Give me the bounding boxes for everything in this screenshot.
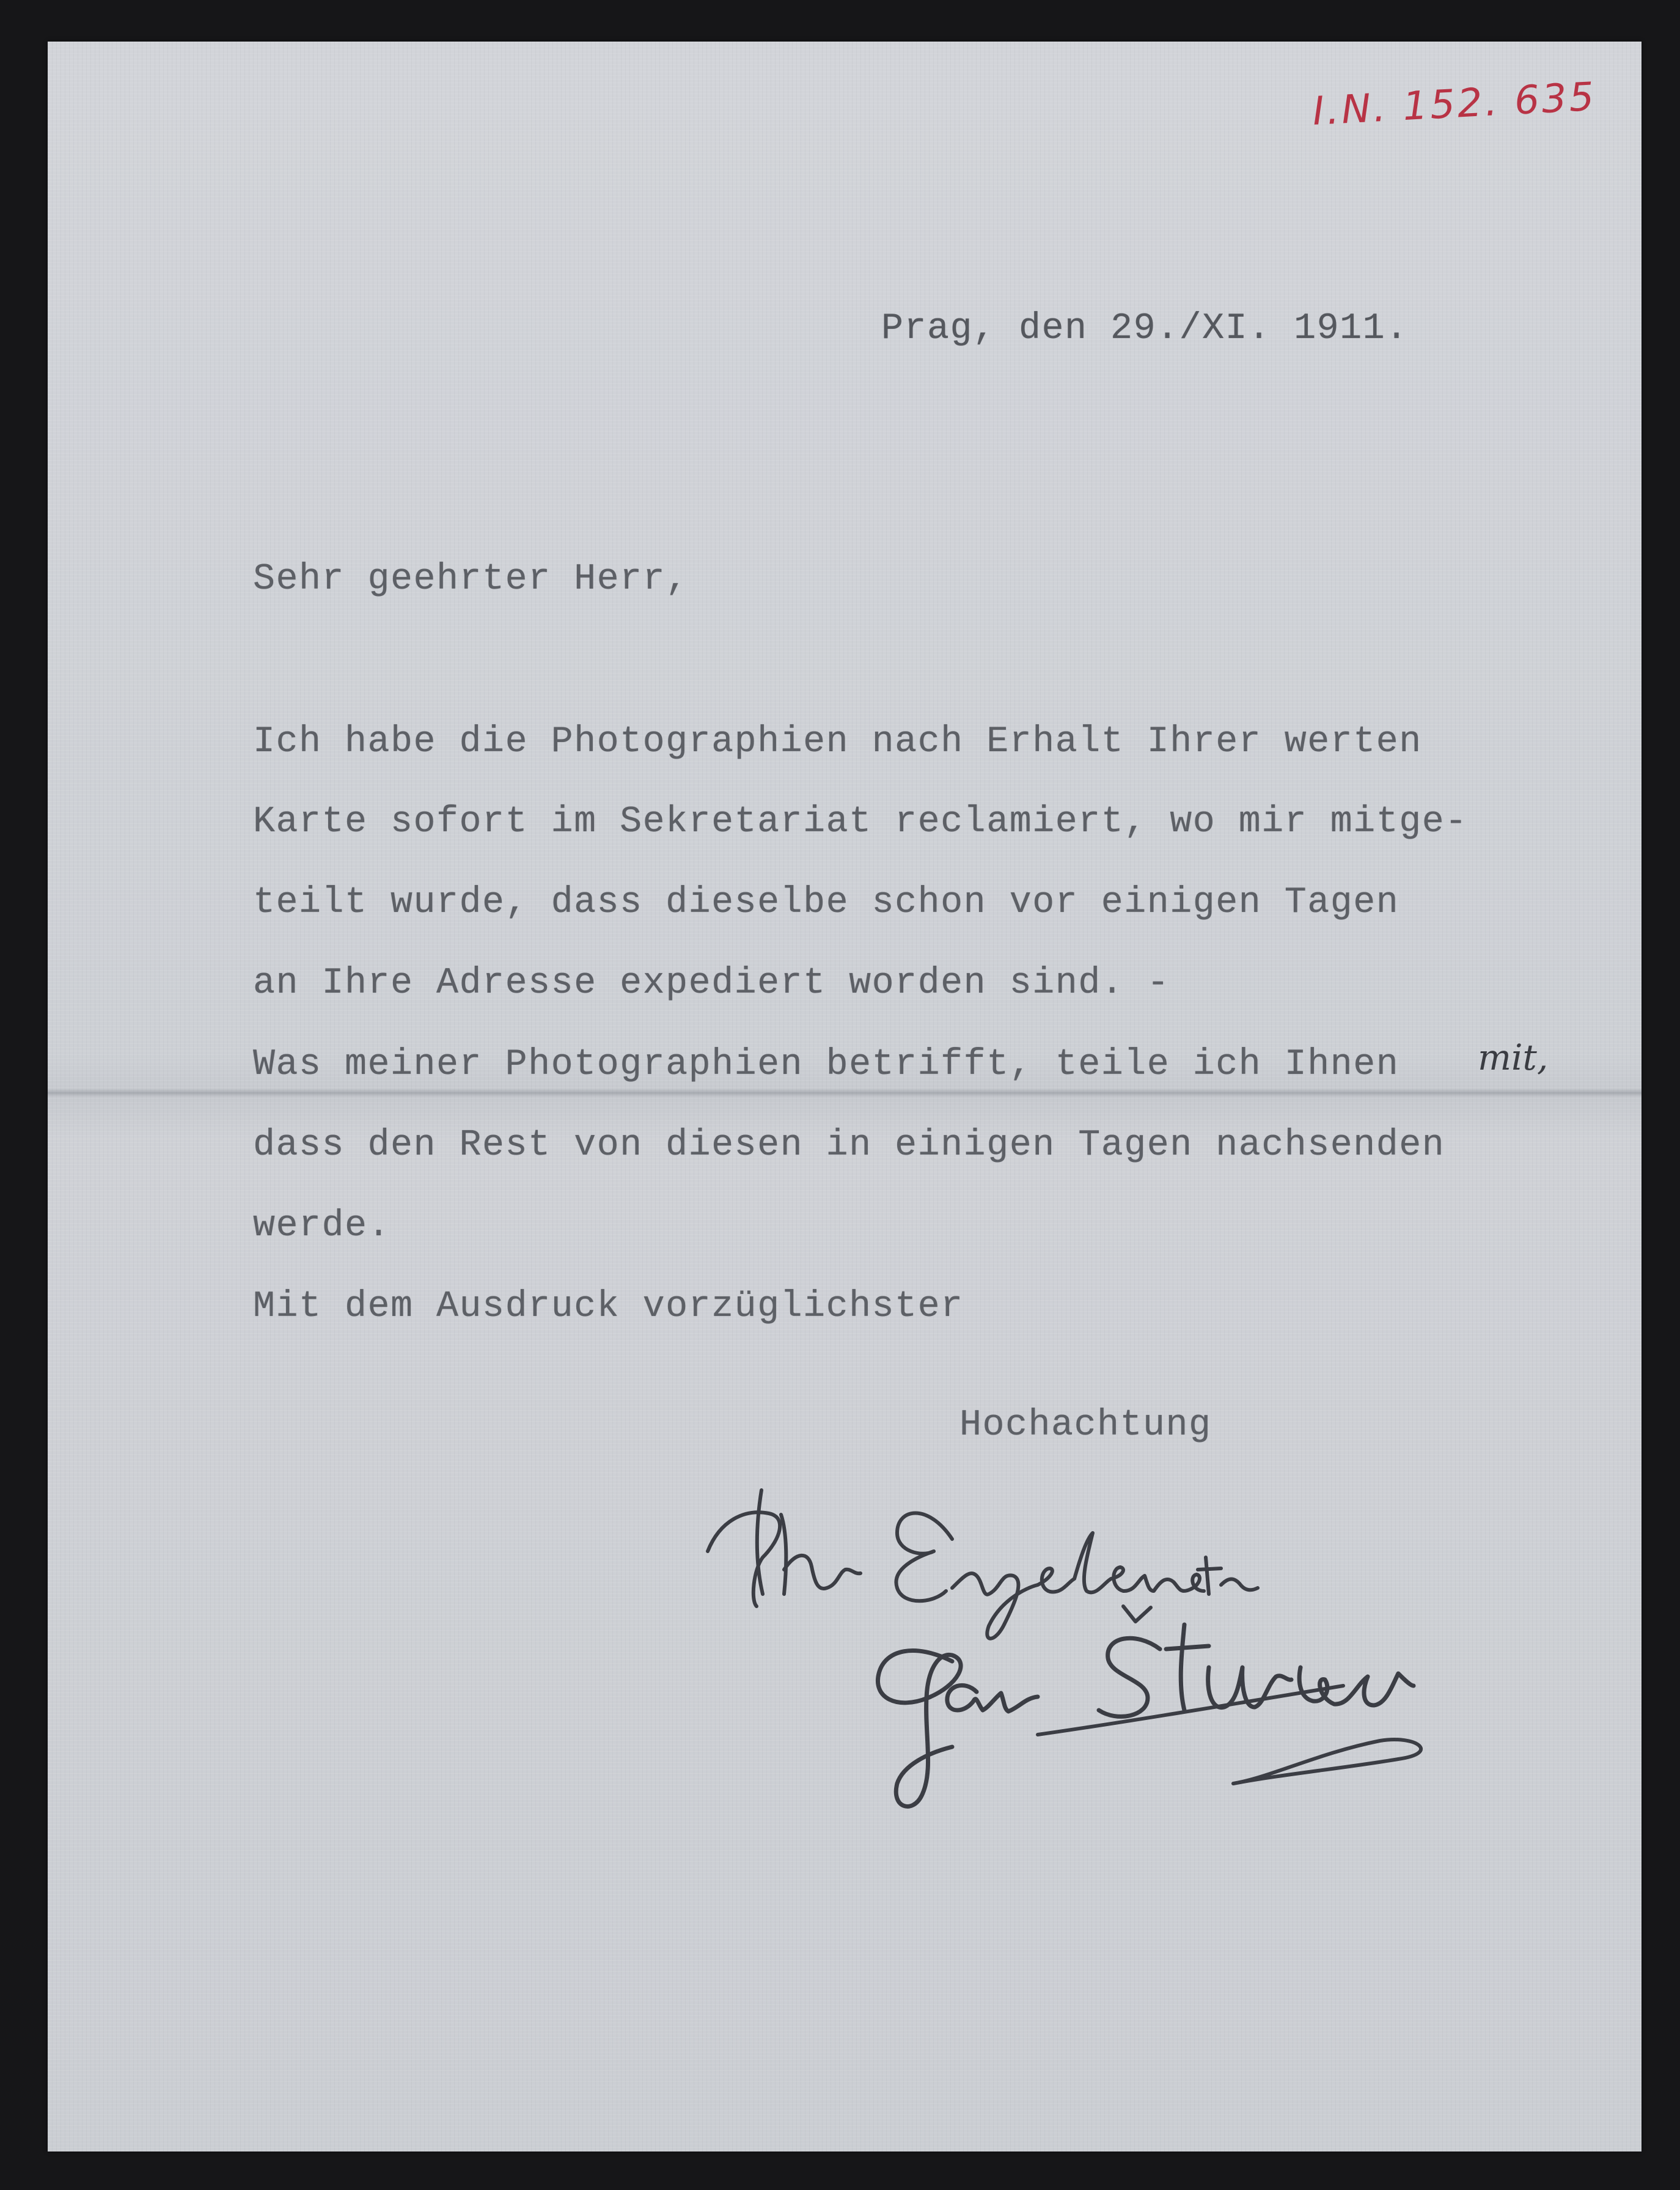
archive-number: I.N. 152. 635 (1311, 74, 1598, 134)
paper-fold-line (48, 1089, 1641, 1097)
letter-sheet (48, 42, 1641, 2151)
body-line: Ich habe die Photographien nach Erhalt Ihrer werten (253, 721, 1422, 763)
closing-hochachtung: Hochachtung (959, 1405, 1212, 1446)
signature-ihr-ergebenster (708, 1490, 1258, 1639)
dateline: Prag, den 29./XI. 1911. (881, 308, 1409, 350)
signature-jan-stursa (878, 1606, 1421, 1806)
body-line: Karte sofort im Sekretariat reclamiert, wo mir mitge- (253, 801, 1468, 843)
handwritten-insert: mit, (1478, 1037, 1549, 1078)
body-line: teilt wurde, dass dieselbe schon vor einigen Tagen (253, 882, 1399, 924)
handwritten-signature (695, 1466, 1600, 1845)
body-line: dass den Rest von diesen in einigen Tagen nachsenden (253, 1125, 1445, 1166)
closing-line: Mit dem Ausdruck vorzüglichster (253, 1286, 964, 1328)
salutation: Sehr geehrter Herr, (253, 559, 689, 600)
body-line: Was meiner Photographien betrifft, teile ich Ihnen (253, 1044, 1399, 1086)
body-line: werde. (253, 1205, 391, 1247)
body-line: an Ihre Adresse expediert worden sind. - (253, 963, 1170, 1004)
